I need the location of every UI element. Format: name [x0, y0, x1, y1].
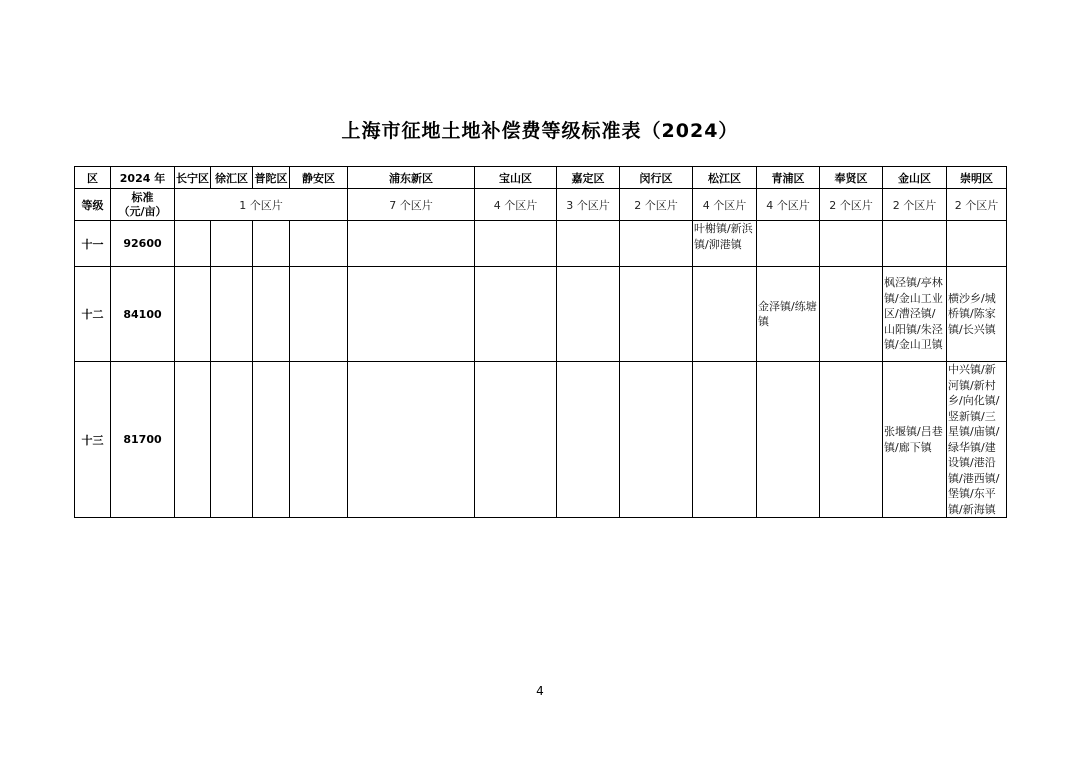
page-title: 上海市征地土地补偿费等级标准表（2024）	[341, 120, 739, 142]
row-value: 84100	[111, 267, 175, 362]
table-row	[75, 221, 1007, 267]
row-qingpu-towns	[757, 221, 820, 267]
row-jinshan-towns	[883, 221, 947, 267]
row-songjiang-towns: 叶榭镇/新浜镇/泖港镇	[693, 221, 757, 267]
header-jinshan: 金山区	[883, 167, 947, 189]
row-jinshan-towns: 枫泾镇/亭林镇/金山工业区/漕泾镇/山阳镇/朱泾镇/金山卫镇	[883, 267, 947, 362]
page-number: 4	[536, 684, 544, 698]
row-songjiang-towns	[693, 362, 757, 518]
header-baoshan: 宝山区	[475, 167, 557, 189]
table-row	[75, 267, 1007, 362]
areas-baoshan: 4 个区片	[475, 189, 557, 221]
row-songjiang-towns	[693, 267, 757, 362]
row-grade: 十三	[75, 362, 111, 518]
row-qingpu-towns	[757, 362, 820, 518]
areas-pudong: 7 个区片	[348, 189, 475, 221]
header-chongming: 崇明区	[947, 167, 1007, 189]
header-district: 区	[75, 167, 111, 189]
row-value: 81700	[111, 362, 175, 518]
header-qingpu: 青浦区	[757, 167, 820, 189]
areas-qingpu: 4 个区片	[757, 189, 820, 221]
header-putuo: 普陀区	[253, 167, 290, 189]
row-chongming-towns	[947, 221, 1007, 267]
row-grade: 十一	[75, 221, 111, 267]
areas-fengxian: 2 个区片	[820, 189, 883, 221]
header-songjiang: 松江区	[693, 167, 757, 189]
header-grade: 等级	[75, 189, 111, 221]
areas-central: 1 个区片	[175, 189, 348, 221]
header-year: 2024 年	[111, 167, 175, 189]
header-fengxian: 奉贤区	[820, 167, 883, 189]
areas-songjiang: 4 个区片	[693, 189, 757, 221]
table-row	[75, 362, 1007, 518]
header-jingan: 静安区	[290, 167, 348, 189]
header-changning: 长宁区	[175, 167, 211, 189]
areas-chongming: 2 个区片	[947, 189, 1007, 221]
header-standard-label: 标准	[131, 190, 154, 204]
header-xuhui: 徐汇区	[211, 167, 253, 189]
header-standard	[111, 189, 175, 221]
row-chongming-towns: 中兴镇/新河镇/新村乡/向化镇/竖新镇/三星镇/庙镇/绿华镇/建设镇/港沿镇/港西镇/堡镇/东平镇/新海镇	[947, 362, 1007, 518]
header-row-districts	[75, 167, 1007, 189]
row-qingpu-towns: 金泽镇/练塘镇	[757, 267, 820, 362]
row-jinshan-towns: 张堰镇/吕巷镇/廊下镇	[883, 362, 947, 518]
row-value: 92600	[111, 221, 175, 267]
areas-minhang: 2 个区片	[620, 189, 693, 221]
header-row-areas	[75, 189, 1007, 221]
areas-jinshan: 2 个区片	[883, 189, 947, 221]
header-jiading: 嘉定区	[557, 167, 620, 189]
header-pudong: 浦东新区	[348, 167, 475, 189]
row-chongming-towns: 横沙乡/城桥镇/陈家镇/长兴镇	[947, 267, 1007, 362]
areas-jiading: 3 个区片	[557, 189, 620, 221]
header-standard-unit: （元/亩）	[118, 204, 167, 218]
header-minhang: 闵行区	[620, 167, 693, 189]
row-grade: 十二	[75, 267, 111, 362]
grade-standard-table	[74, 166, 1007, 518]
